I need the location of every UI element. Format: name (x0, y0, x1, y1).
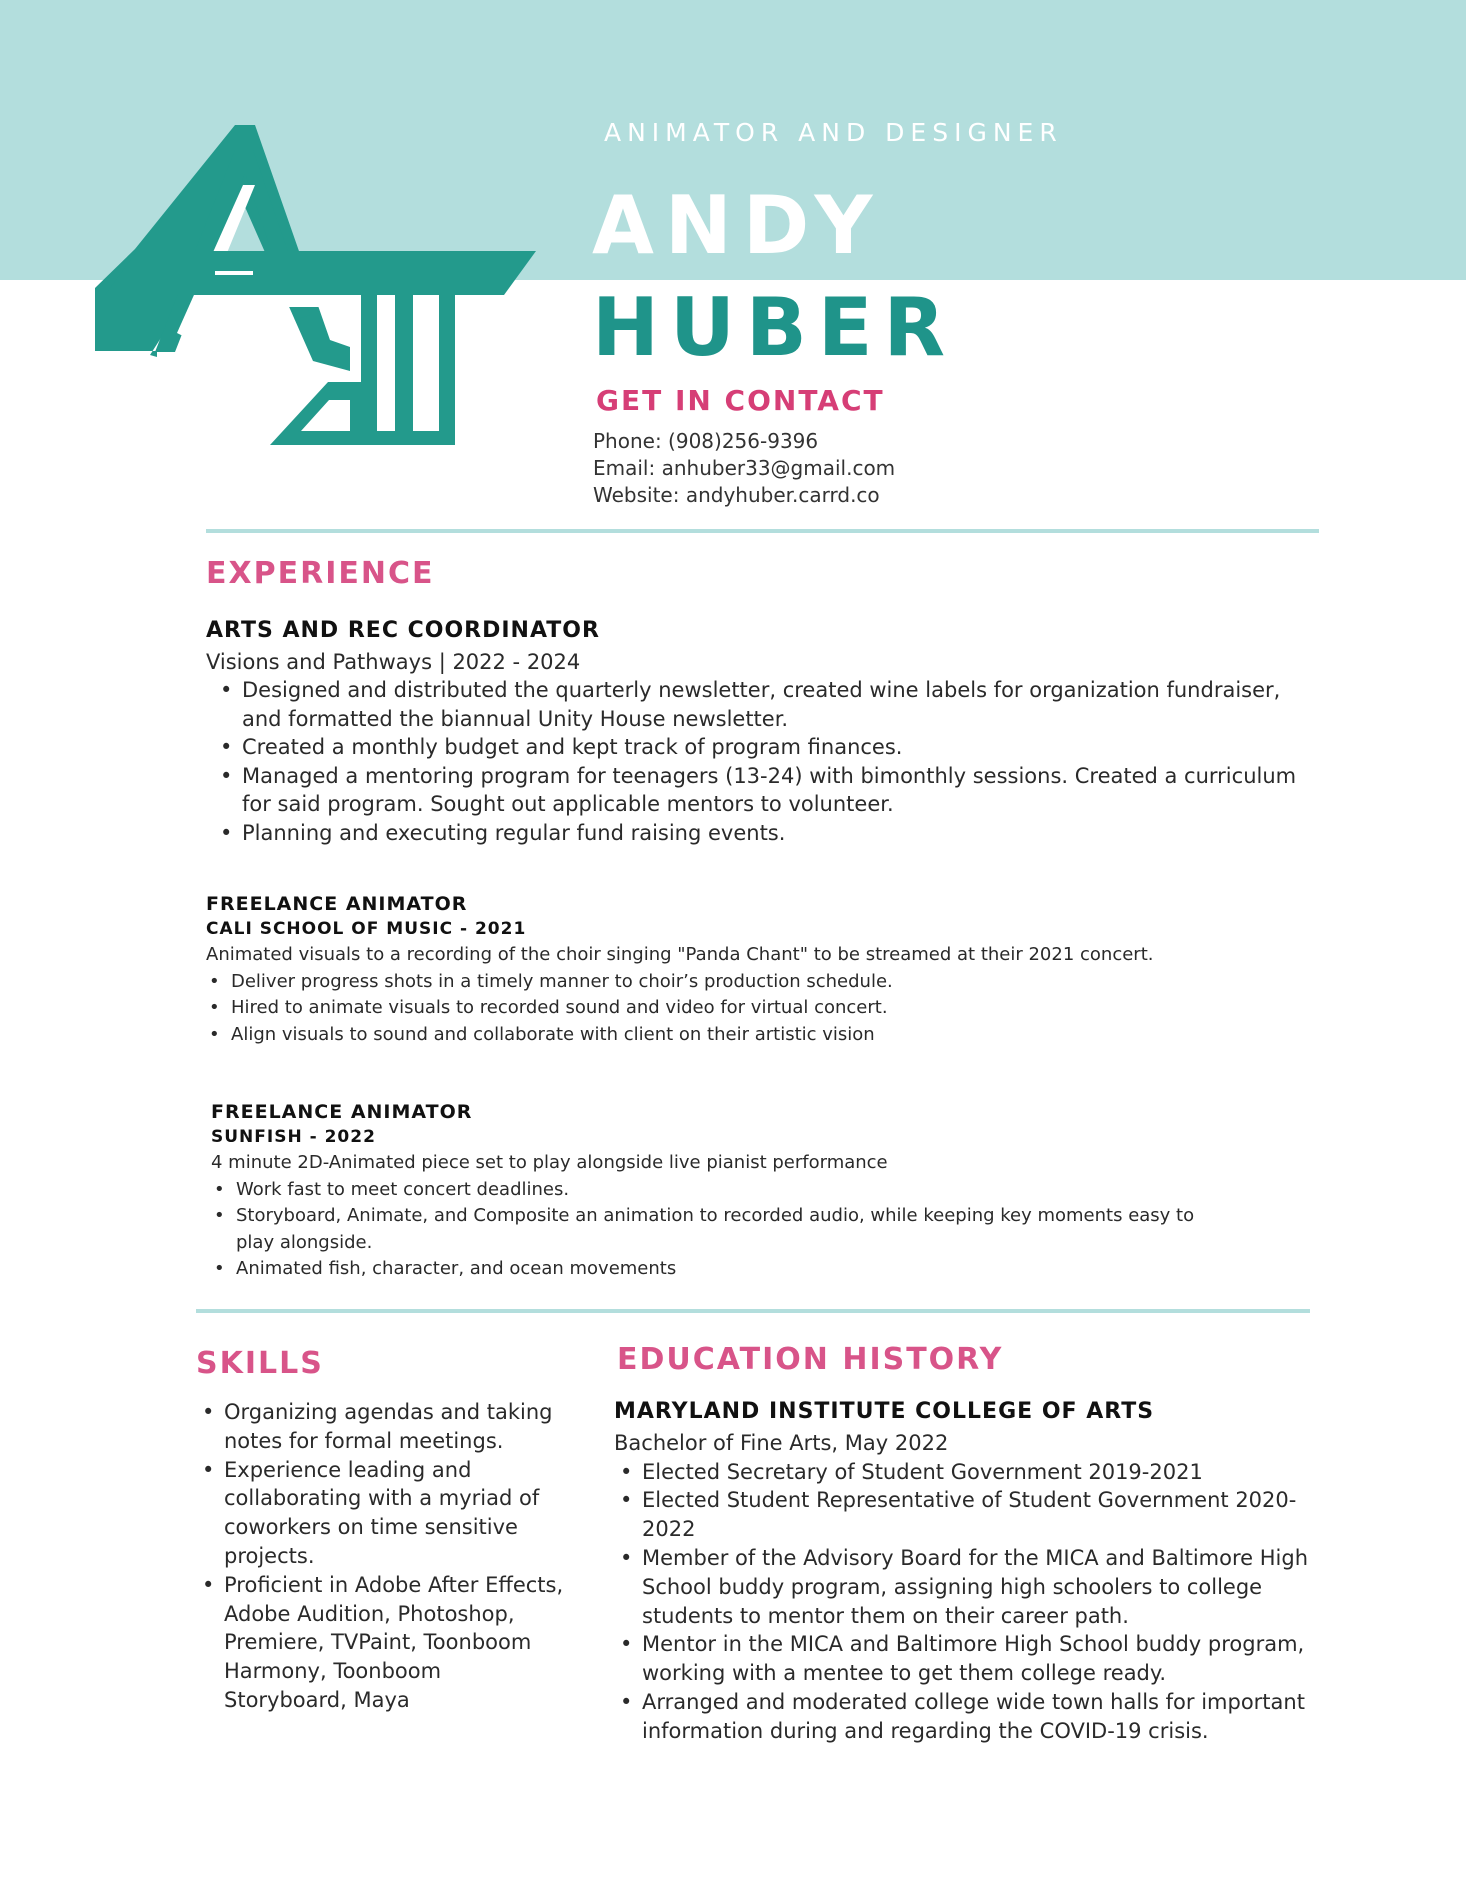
job-bullets (236, 1177, 1231, 1283)
education-item (614, 1398, 1314, 1746)
list-item: • Storyboard, Animate, and Composite an animation to recorded audio, while keeping key moments easy to play alongside. (236, 1203, 1231, 1256)
contact-info (593, 428, 895, 509)
list-item: • Member of the Advisory Board for the MICA and Baltimore High School buddy program, assigning high schoolers to college students to mentor them on their career path. (642, 1544, 1314, 1630)
school-name: MARYLAND INSTITUTE COLLEGE OF ARTS (614, 1399, 1155, 1424)
job-role-subtitle: ANIMATOR AND DESIGNER (604, 118, 1063, 147)
list-item: • Deliver progress shots in a timely manner to choir’s production schedule. (231, 969, 1316, 996)
list-item: • Designed and distributed the quarterly newsletter, created wine labels for organization fundraiser, and formatted the biannual Unity House newsletter. (242, 676, 1316, 733)
list-item: • Managed a mentoring program for teenagers (13-24) with bimonthly sessions. Created a curriculum for said program. Sought out applicable mentors to volunteer. (242, 762, 1316, 819)
education-bullets (642, 1458, 1314, 1746)
list-item: • Created a monthly budget and kept track of program finances. (242, 733, 1316, 762)
divider (206, 529, 1319, 533)
list-item: • Animated fish, character, and ocean movements (236, 1256, 1231, 1283)
list-item: • Organizing agendas and taking notes for formal meetings. (224, 1398, 564, 1456)
experience-item (211, 1100, 1231, 1283)
job-bullets (242, 676, 1316, 847)
contact-website[interactable]: Website: andyhuber.carrd.co (593, 483, 880, 507)
job-title: ARTS AND REC COORDINATOR (206, 618, 600, 643)
last-name: HUBER (592, 281, 957, 374)
list-item: • Hired to animate visuals to recorded sound and video for virtual concert. (231, 995, 1316, 1022)
list-item: • Experience leading and collaborating with a myriad of coworkers on time sensitive projects. (224, 1456, 564, 1571)
job-bullets (231, 969, 1316, 1049)
skills-list (224, 1398, 564, 1715)
experience-item (206, 892, 1316, 1048)
contact-phone: Phone: (908)256-9396 (593, 429, 819, 453)
job-title: FREELANCE ANIMATOR (211, 1101, 473, 1123)
list-item: • Mentor in the MICA and Baltimore High School buddy program, working with a mentee to get them college ready. (642, 1630, 1314, 1688)
list-item: • Work fast to meet concert deadlines. (236, 1177, 1231, 1204)
education-heading: EDUCATION HISTORY (617, 1342, 1004, 1377)
contact-heading: GET IN CONTACT (596, 384, 885, 417)
ah-monogram-logo-icon (95, 125, 545, 450)
list-item: • Elected Secretary of Student Government 2019-2021 (642, 1458, 1314, 1487)
job-client: CALI SCHOOL OF MUSIC - 2021 (206, 919, 527, 939)
first-name: ANDY (592, 179, 884, 272)
experience-item (206, 617, 1316, 847)
skills-heading: SKILLS (196, 1346, 324, 1381)
experience-heading: EXPERIENCE (206, 556, 435, 591)
list-item: • Elected Student Representative of Student Government 2020-2022 (642, 1486, 1314, 1544)
contact-email[interactable]: Email: anhuber33@gmail.com (593, 456, 896, 480)
job-description: 4 minute 2D-Animated piece set to play alongside live pianist performance (211, 1152, 888, 1173)
list-item: • Arranged and moderated college wide town halls for important information during and regarding the COVID-19 crisis. (642, 1688, 1314, 1746)
list-item: • Proficient in Adobe After Effects, Adobe Audition, Photoshop, Premiere, TVPaint, Toonboom Harmony, Toonboom Storyboard, Maya (224, 1571, 564, 1715)
job-client: SUNFISH - 2022 (211, 1127, 376, 1147)
divider (196, 1309, 1310, 1313)
degree: Bachelor of Fine Arts, May 2022 (614, 1430, 949, 1455)
job-description: Animated visuals to a recording of the choir singing "Panda Chant" to be streamed at their 2021 concert. (206, 944, 1154, 965)
job-title: FREELANCE ANIMATOR (206, 893, 468, 915)
list-item: • Align visuals to sound and collaborate with client on their artistic vision (231, 1022, 1316, 1049)
skills-bullets (224, 1398, 564, 1715)
job-subtitle: Visions and Pathways | 2022 - 2024 (206, 649, 581, 674)
list-item: • Planning and executing regular fund raising events. (242, 819, 1316, 848)
